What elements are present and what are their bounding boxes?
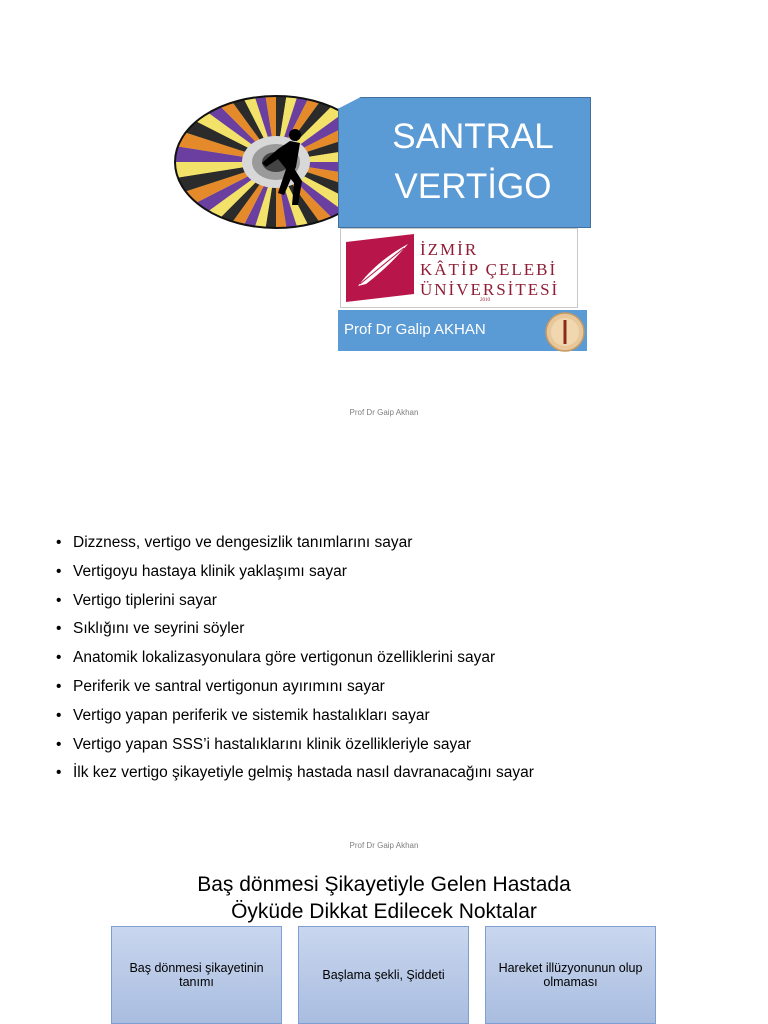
objectives-list [55,529,534,788]
university-name-line-2: KÂTİP ÇELEBİ [420,260,558,279]
card-1-text: Baş dönmesi şikayetinin tanımı [129,961,264,989]
card-2 [298,926,469,1024]
list-item: • Anatomik lokalizasyonulara göre vertigonun özelliklerini sayar [55,644,534,673]
slide1-title [368,112,578,212]
list-item: • Vertigo tiplerini sayar [55,587,534,616]
slide3-title [0,871,768,925]
author-name: Prof Dr Galip AKHAN [344,321,486,338]
list-item: • Periferik ve santral vertigonun ayırımını sayar [55,673,534,702]
seal-icon [545,312,585,352]
slide3-title-line-1: Baş dönmesi Şikayetiyle Gelen Hastada [197,873,571,896]
list-item: • Vertigoyu hastaya klinik yaklaşımı sayar [55,558,534,587]
title-line-1: SANTRAL [392,117,554,156]
list-item: • Sıklığını ve seyrini söyler [55,615,534,644]
list-item: • Dizzness, vertigo ve dengesizlik tanımlarını sayar [55,529,534,558]
card-2-text: Başlama şekli, Şiddeti [322,968,445,982]
slide1-footer: Prof Dr Gaip Akhan [349,408,419,417]
card-3 [485,926,656,1024]
title-line-2: VERTİGO [394,167,552,206]
quill-logo-icon [346,234,414,302]
university-name-line-1: İZMİR [420,240,479,259]
list-item: • Vertigo yapan periferik ve sistemik hastalıkları sayar [55,702,534,731]
slide2-footer: Prof Dr Gaip Akhan [349,841,419,850]
list-item: • İlk kez vertigo şikayetiyle gelmiş hastada nasıl davranacağını sayar [55,759,534,788]
card-1 [111,926,282,1024]
university-year: 2010 [480,298,490,303]
list-item: • Vertigo yapan SSS’i hastalıklarını klinik özellikleriyle sayar [55,731,534,760]
slide3-title-line-2: Öyküde Dikkat Edilecek Noktalar [231,900,537,923]
university-name-line-3: ÜNİVERSİTESİ [420,280,560,299]
card-3-text: Hareket illüzyonunun olup olmaması [498,961,643,989]
